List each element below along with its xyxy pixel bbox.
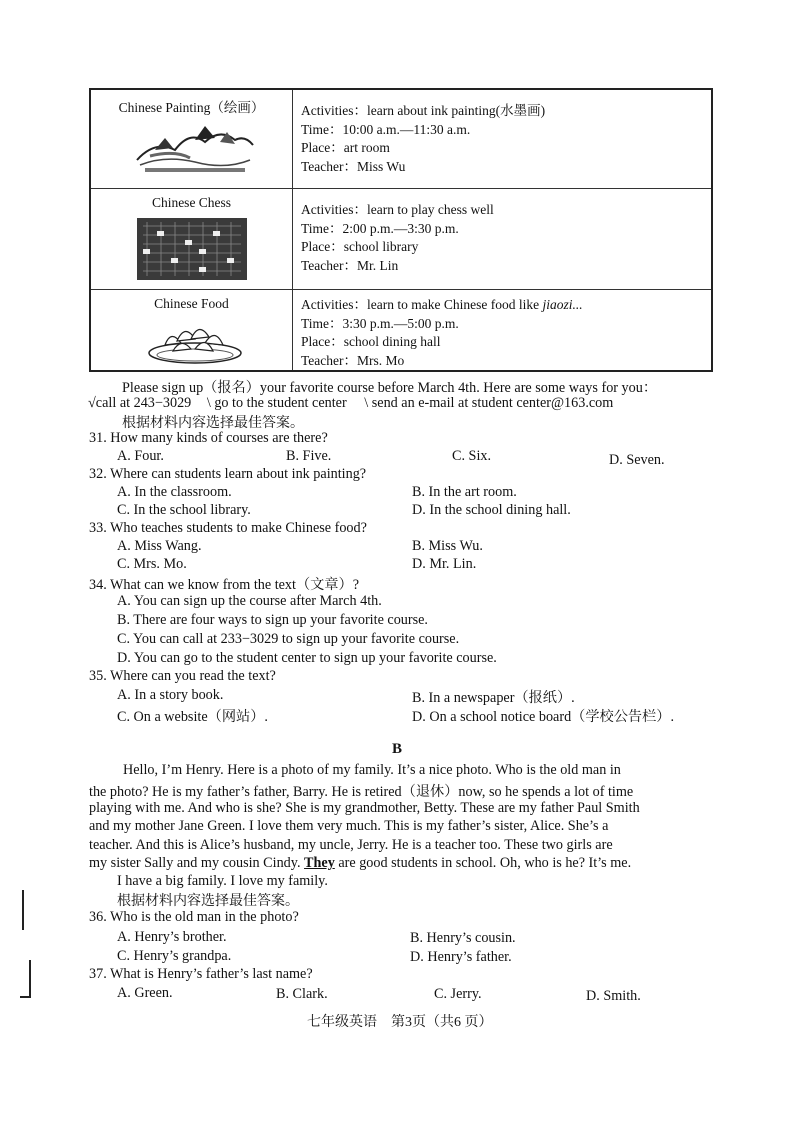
option: B. Five.: [286, 448, 332, 464]
option: B. In a newspaper（报纸）.: [412, 690, 575, 706]
teacher-label: Teacher：: [301, 257, 358, 273]
activities-label: Activities：: [301, 297, 367, 312]
passage-line: teacher. And this is Alice’s husband, my uncle, Jerry. He is a teacher too. These two girls are: [89, 837, 613, 853]
course-name: Chinese Food: [154, 296, 229, 311]
option: B. In the art room.: [412, 484, 517, 500]
course-table: [89, 88, 713, 372]
option: C. Mrs. Mo.: [117, 556, 187, 572]
option: B. Clark.: [276, 986, 328, 1002]
teacher-value: Mrs. Mo: [357, 352, 405, 368]
place-value: school dining hall: [343, 334, 441, 349]
option: B. There are four ways to sign up your favorite course.: [117, 612, 428, 628]
passage-line: Hello, I’m Henry. Here is a photo of my family. It’s a nice photo. Who is the old man in: [123, 762, 621, 778]
option: D. Henry’s father.: [410, 949, 512, 965]
option: C. Six.: [452, 448, 492, 464]
instruction-a: 根据材料内容选择最佳答案。: [122, 416, 304, 431]
ink-painting-image: [135, 120, 255, 178]
underlined-word: They: [304, 855, 335, 871]
option: C. On a website（网站）.: [117, 709, 268, 725]
margin-mark: [22, 890, 24, 930]
option: D. You can go to the student center to sign up your favorite course.: [117, 650, 497, 666]
backslash-mark: \: [364, 395, 369, 411]
option: D. Smith.: [586, 988, 641, 1004]
page-footer: 七年级英语 第3页（共6 页）: [307, 1015, 493, 1030]
option: C. In the school library.: [117, 502, 251, 518]
question-stem: 35. Where can you read the text?: [89, 668, 276, 684]
option: D. In the school dining hall.: [412, 502, 571, 518]
option: B. Henry’s cousin.: [410, 930, 516, 946]
backslash-mark: \: [206, 395, 211, 411]
option: A. Four.: [117, 448, 164, 464]
question-stem: 36. Who is the old man in the photo?: [89, 909, 299, 925]
teacher-label: Teacher：: [301, 352, 358, 368]
passage-text: my sister Sally and my cousin Cindy.: [89, 855, 305, 871]
option: D. On a school notice board（学校公告栏）.: [412, 709, 675, 725]
option: A. Green.: [117, 985, 173, 1001]
option: A. In a story book.: [117, 687, 224, 703]
place-label: Place：: [301, 140, 344, 155]
option: A. In the classroom.: [117, 484, 232, 500]
teacher-value: Mr. Lin: [357, 257, 399, 273]
passage-line: [89, 855, 703, 872]
section-b-heading: B: [392, 741, 403, 757]
signup-way-email: send an e-mail at student center@163.com: [371, 395, 614, 411]
place-value: art room: [343, 140, 390, 155]
course-name: Chinese Chess: [151, 195, 232, 210]
course-info-chess: [301, 201, 494, 275]
place-value: school library: [343, 239, 419, 254]
question-stem: 31. How many kinds of courses are there?: [89, 430, 328, 446]
question-stem: 34. What can we know from the text（文章）?: [89, 577, 360, 593]
course-info-painting: [301, 102, 545, 176]
option: D. Mr. Lin.: [412, 556, 477, 572]
activities-label: Activities：: [301, 103, 367, 118]
time-value: 10:00 a.m.—11:30 a.m.: [342, 121, 471, 137]
time-label: Time：: [301, 315, 343, 331]
signup-way-call: call at 243−3029: [95, 395, 192, 411]
activities-value: learn about ink painting(水墨画): [367, 103, 546, 118]
place-label: Place：: [301, 239, 344, 254]
option: C. Henry’s grandpa.: [117, 948, 232, 964]
passage-line: I have a big family. I love my family.: [117, 873, 328, 889]
option: A. Henry’s brother.: [117, 929, 227, 945]
signup-ways: [88, 395, 613, 412]
course-cell-painting: [91, 90, 293, 188]
option: C. Jerry.: [434, 986, 482, 1002]
instruction-b: 根据材料内容选择最佳答案。: [117, 894, 299, 909]
time-label: Time：: [301, 220, 343, 236]
question-stem: 33. Who teaches students to make Chinese food?: [89, 520, 367, 536]
passage-line: and my mother Jane Green. I love them very much. This is my father’s sister, Alice. She’s a: [89, 818, 609, 834]
course-name: Chinese Painting（绘画）: [118, 100, 265, 115]
option: A. Miss Wang.: [117, 538, 202, 554]
margin-mark: [29, 960, 31, 996]
option: D. Seven.: [609, 452, 665, 468]
course-row-chess: [91, 189, 711, 290]
option: C. You can call at 233−3029 to sign up your favorite course.: [117, 631, 460, 647]
option: B. Miss Wu.: [412, 538, 483, 554]
margin-mark: [20, 996, 31, 998]
signup-line: Please sign up（报名）your favorite course before March 4th. Here are some ways for you：: [122, 380, 658, 396]
checkmark-icon: √: [88, 395, 96, 411]
activities-label: Activities：: [301, 202, 367, 217]
passage-line: the photo? He is my father’s father, Barry. He is retired（退休）now, so he spends a lot of time: [89, 784, 634, 800]
activities-value: learn to make Chinese food like: [367, 297, 543, 312]
activities-value: learn to play chess well: [367, 202, 494, 217]
question-stem: 37. What is Henry’s father’s last name?: [89, 966, 313, 982]
passage-line: playing with me. And who is she? She is my grandmother, Betty. These are my father Paul Smith: [89, 800, 640, 816]
chess-board-image: [137, 218, 247, 280]
course-info-food: [301, 296, 583, 370]
time-value: 2:00 p.m.—3:30 p.m.: [342, 220, 459, 236]
time-label: Time：: [301, 121, 343, 137]
course-cell-chess: [91, 189, 293, 289]
course-row-food: [91, 290, 711, 370]
passage-text: are good students in school. Oh, who is he? It’s me.: [334, 855, 632, 871]
teacher-label: Teacher：: [301, 158, 358, 174]
option: A. You can sign up the course after March 4th.: [117, 593, 382, 609]
teacher-value: Miss Wu: [357, 158, 406, 174]
question-stem: 32. Where can students learn about ink painting?: [89, 466, 367, 482]
course-cell-food: [91, 290, 293, 370]
time-value: 3:30 p.m.—5:00 p.m.: [342, 315, 459, 331]
signup-way-center: go to the student center: [214, 395, 347, 411]
dumplings-image: [147, 315, 243, 365]
activities-italic: jiaozi...: [542, 297, 583, 312]
course-row-painting: [91, 90, 711, 189]
place-label: Place：: [301, 334, 344, 349]
